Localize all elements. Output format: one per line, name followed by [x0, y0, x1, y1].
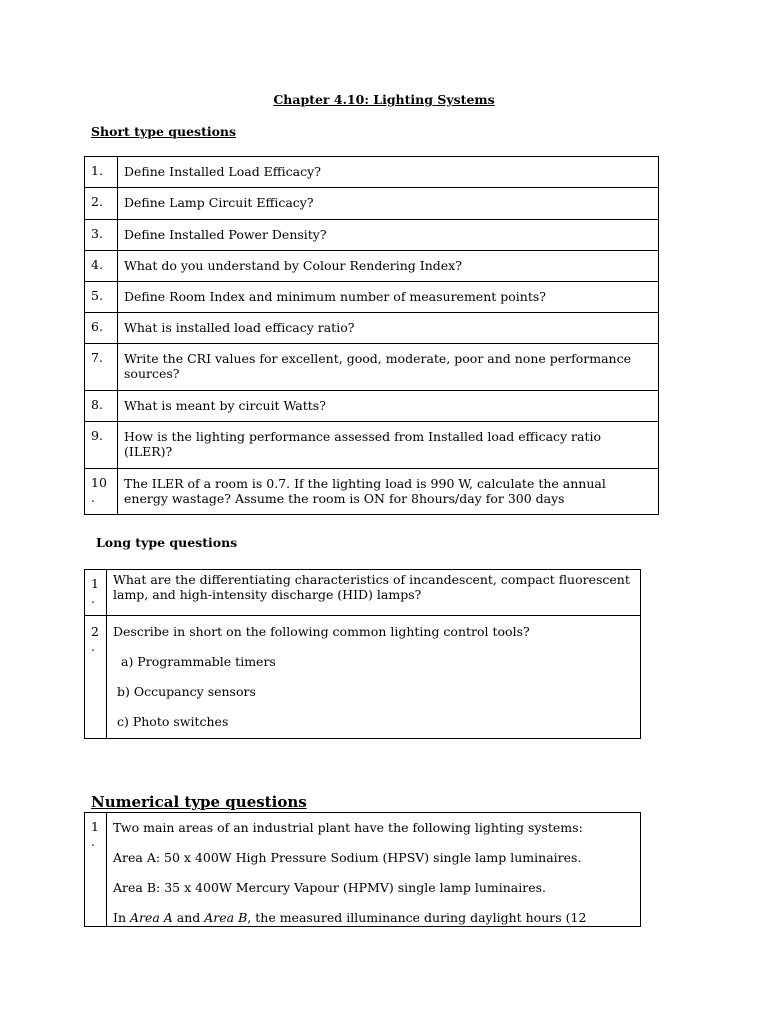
question-number: 8. [85, 391, 118, 422]
page-title: Chapter 4.10: Lighting Systems [273, 92, 495, 107]
question-number: 1 . [85, 570, 107, 616]
table-row [85, 422, 659, 469]
long-questions-table [84, 569, 641, 739]
question-number: 2 . [85, 616, 107, 739]
question-number: 7. [85, 344, 118, 391]
question-number: 9. [85, 422, 118, 469]
short-questions-heading: Short type questions [91, 124, 237, 139]
question-text: What is installed load efficacy ratio? [118, 313, 659, 344]
question-text: Define Installed Load Efficacy? [118, 157, 659, 188]
table-row [85, 570, 641, 616]
text-fragment: and [172, 910, 205, 925]
numerical-questions-heading: Numerical type questions [91, 793, 307, 811]
table-row [85, 344, 659, 391]
question-text: Write the CRI values for excellent, good, moderate, poor and none performance sources? [118, 344, 659, 391]
question-text: What do you understand by Colour Rendering Index? [118, 251, 659, 282]
question-cell [107, 616, 641, 739]
table-row [85, 251, 659, 282]
long-questions-heading: Long type questions [96, 535, 238, 550]
question-number: 5. [85, 282, 118, 313]
table-row [85, 188, 659, 220]
question-number: 10 . [85, 469, 118, 515]
option-item: a) Programmable timers [121, 654, 276, 669]
question-text: What are the differentiating characteristics of incandescent, compact fluorescent lamp, and high-intensity discharge (HID) lamps? [107, 570, 641, 616]
question-cell [107, 813, 641, 927]
table-row [85, 313, 659, 344]
question-text: Define Installed Power Density? [118, 220, 659, 251]
table-row [85, 469, 659, 515]
question-number: 3. [85, 220, 118, 251]
question-number: 2. [85, 188, 118, 220]
question-text: Define Room Index and minimum number of measurement points? [118, 282, 659, 313]
option-item: c) Photo switches [117, 714, 229, 729]
question-text: Describe in short on the following common lighting control tools? [113, 624, 530, 639]
table-row [85, 813, 641, 927]
area-a-label: Area A [129, 910, 173, 925]
question-text: How is the lighting performance assessed from Installed load efficacy ratio (ILER)? [118, 422, 659, 469]
question-number: 1. [85, 157, 118, 188]
table-row [85, 220, 659, 251]
question-paragraph: Area A: 50 x 400W High Pressure Sodium (HPSV) single lamp luminaires. [113, 850, 582, 865]
question-number: 6. [85, 313, 118, 344]
table-row [85, 157, 659, 188]
question-text: The ILER of a room is 0.7. If the lighting load is 990 W, calculate the annual energy wastage? Assume the room is ON for 8hours/day for 300 days [118, 469, 659, 515]
question-text: What is meant by circuit Watts? [118, 391, 659, 422]
question-paragraph [113, 910, 634, 925]
question-number: 1 . [85, 813, 107, 927]
table-row [85, 616, 641, 739]
question-paragraph: Area B: 35 x 400W Mercury Vapour (HPMV) single lamp luminaires. [113, 880, 547, 895]
question-text: Define Lamp Circuit Efficacy? [118, 188, 659, 220]
text-fragment: In [113, 910, 130, 925]
text-fragment: , the measured illuminance during daylight hours (12 [247, 910, 587, 925]
table-row [85, 391, 659, 422]
question-number: 4. [85, 251, 118, 282]
table-row [85, 282, 659, 313]
option-item: b) Occupancy sensors [117, 684, 256, 699]
short-questions-table [84, 156, 659, 515]
question-paragraph: Two main areas of an industrial plant have the following lighting systems: [113, 820, 583, 835]
numerical-questions-table [84, 812, 641, 927]
area-b-label: Area B [204, 910, 248, 925]
